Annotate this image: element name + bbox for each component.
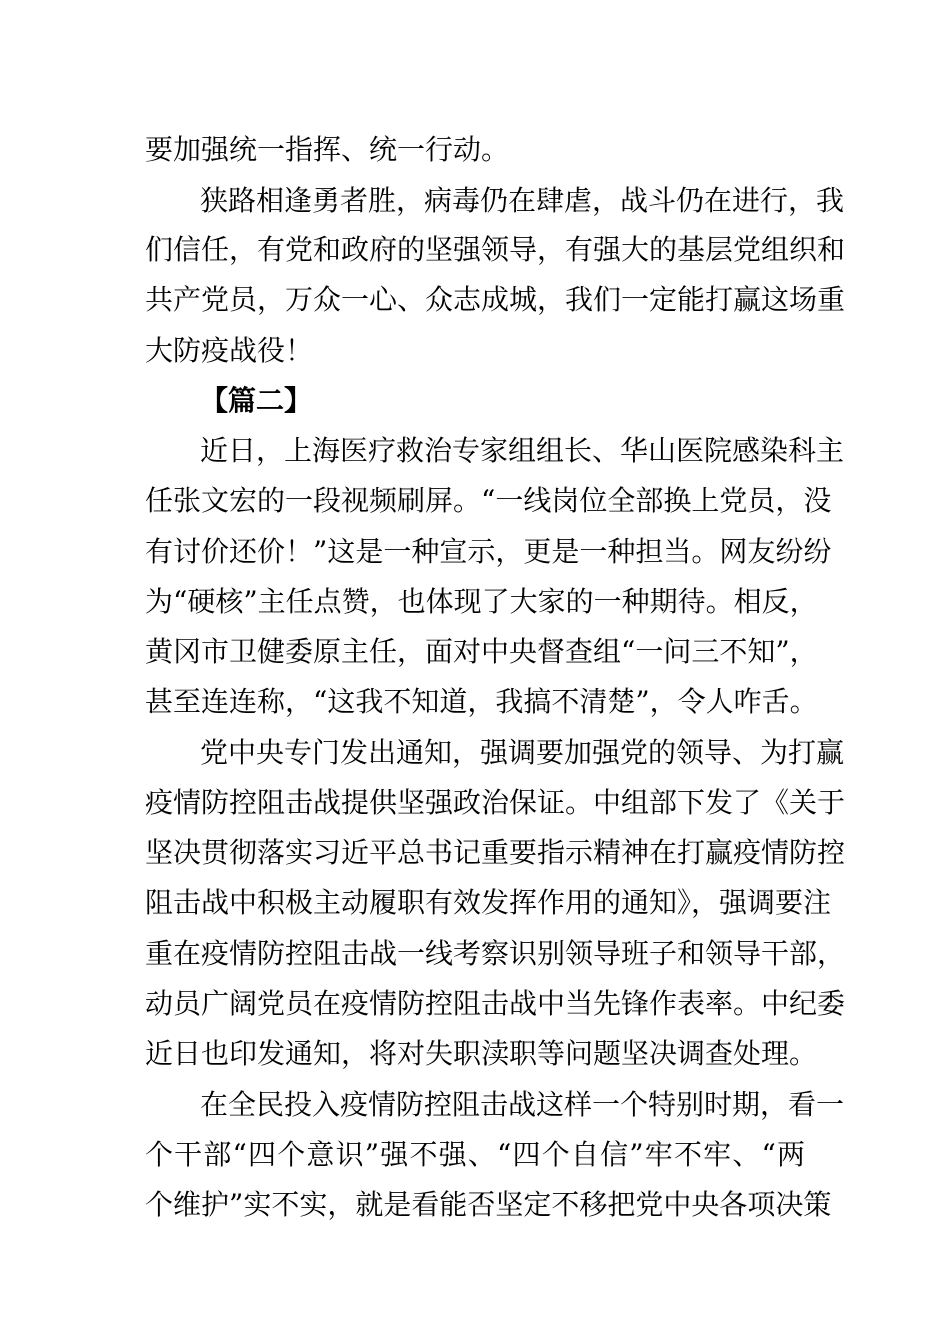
text-line-4: 共产党员，万众一心、众志成城，我们一定能打赢这场重	[145, 283, 846, 316]
text-line-8: 任张文宏的一段视频刷屏。“一线岗位全部换上党员，没	[145, 484, 832, 517]
text-line-12: 甚至连连称，“这我不知道，我搞不清楚”，令人咋舌。	[145, 685, 818, 718]
text-line-21: 个干部“四个意识”强不强、“四个自信”牢不牢、“两	[145, 1138, 805, 1171]
text-line-2: 狭路相逢勇者胜，病毒仍在肆虐，战斗仍在进行，我	[200, 184, 845, 217]
text-line-13: 党中央专门发出通知，强调要加强党的领导、为打赢	[200, 736, 845, 769]
text-line-7: 近日，上海医疗救治专家组组长、华山医院感染科主	[200, 434, 845, 467]
section-heading: 【篇二】	[200, 384, 313, 417]
text-line-9: 有讨价还价！”这是一种宣示，更是一种担当。网友纷纷	[145, 535, 832, 568]
text-line-18: 动员广阔党员在疫情防控阻击战中当先锋作表率。中纪委	[145, 987, 846, 1020]
text-line-3: 们信任，有党和政府的坚强领导，有强大的基层党组织和	[145, 233, 846, 266]
text-line-17: 重在疫情防控阻击战一线考察识别领导班子和领导干部，	[145, 937, 846, 970]
text-line-14: 疫情防控阻击战提供坚强政治保证。中组部下发了《关于	[145, 786, 846, 819]
text-line-22: 个维护”实不实，就是看能否坚定不移把党中央各项决策	[145, 1188, 832, 1221]
text-line-16: 阻击战中积极主动履职有效发挥作用的通知》，强调要注	[145, 886, 832, 919]
text-line-11: 黄冈市卫健委原主任，面对中央督查组“一问三不知”，	[145, 635, 818, 668]
text-line-20: 在全民投入疫情防控阻击战这样一个特别时期，看一	[200, 1088, 845, 1121]
text-line-15: 坚决贯彻落实习近平总书记重要指示精神在打赢疫情防控	[145, 836, 846, 869]
text-line-5: 大防疫战役！	[145, 334, 314, 367]
text-line-1: 要加强统一指挥、统一行动。	[145, 133, 510, 166]
text-line-10: 为“硬核”主任点赞，也体现了大家的一种期待。相反，	[145, 585, 818, 618]
text-line-19: 近日也印发通知，将对失职渎职等问题坚决调查处理。	[145, 1037, 818, 1070]
